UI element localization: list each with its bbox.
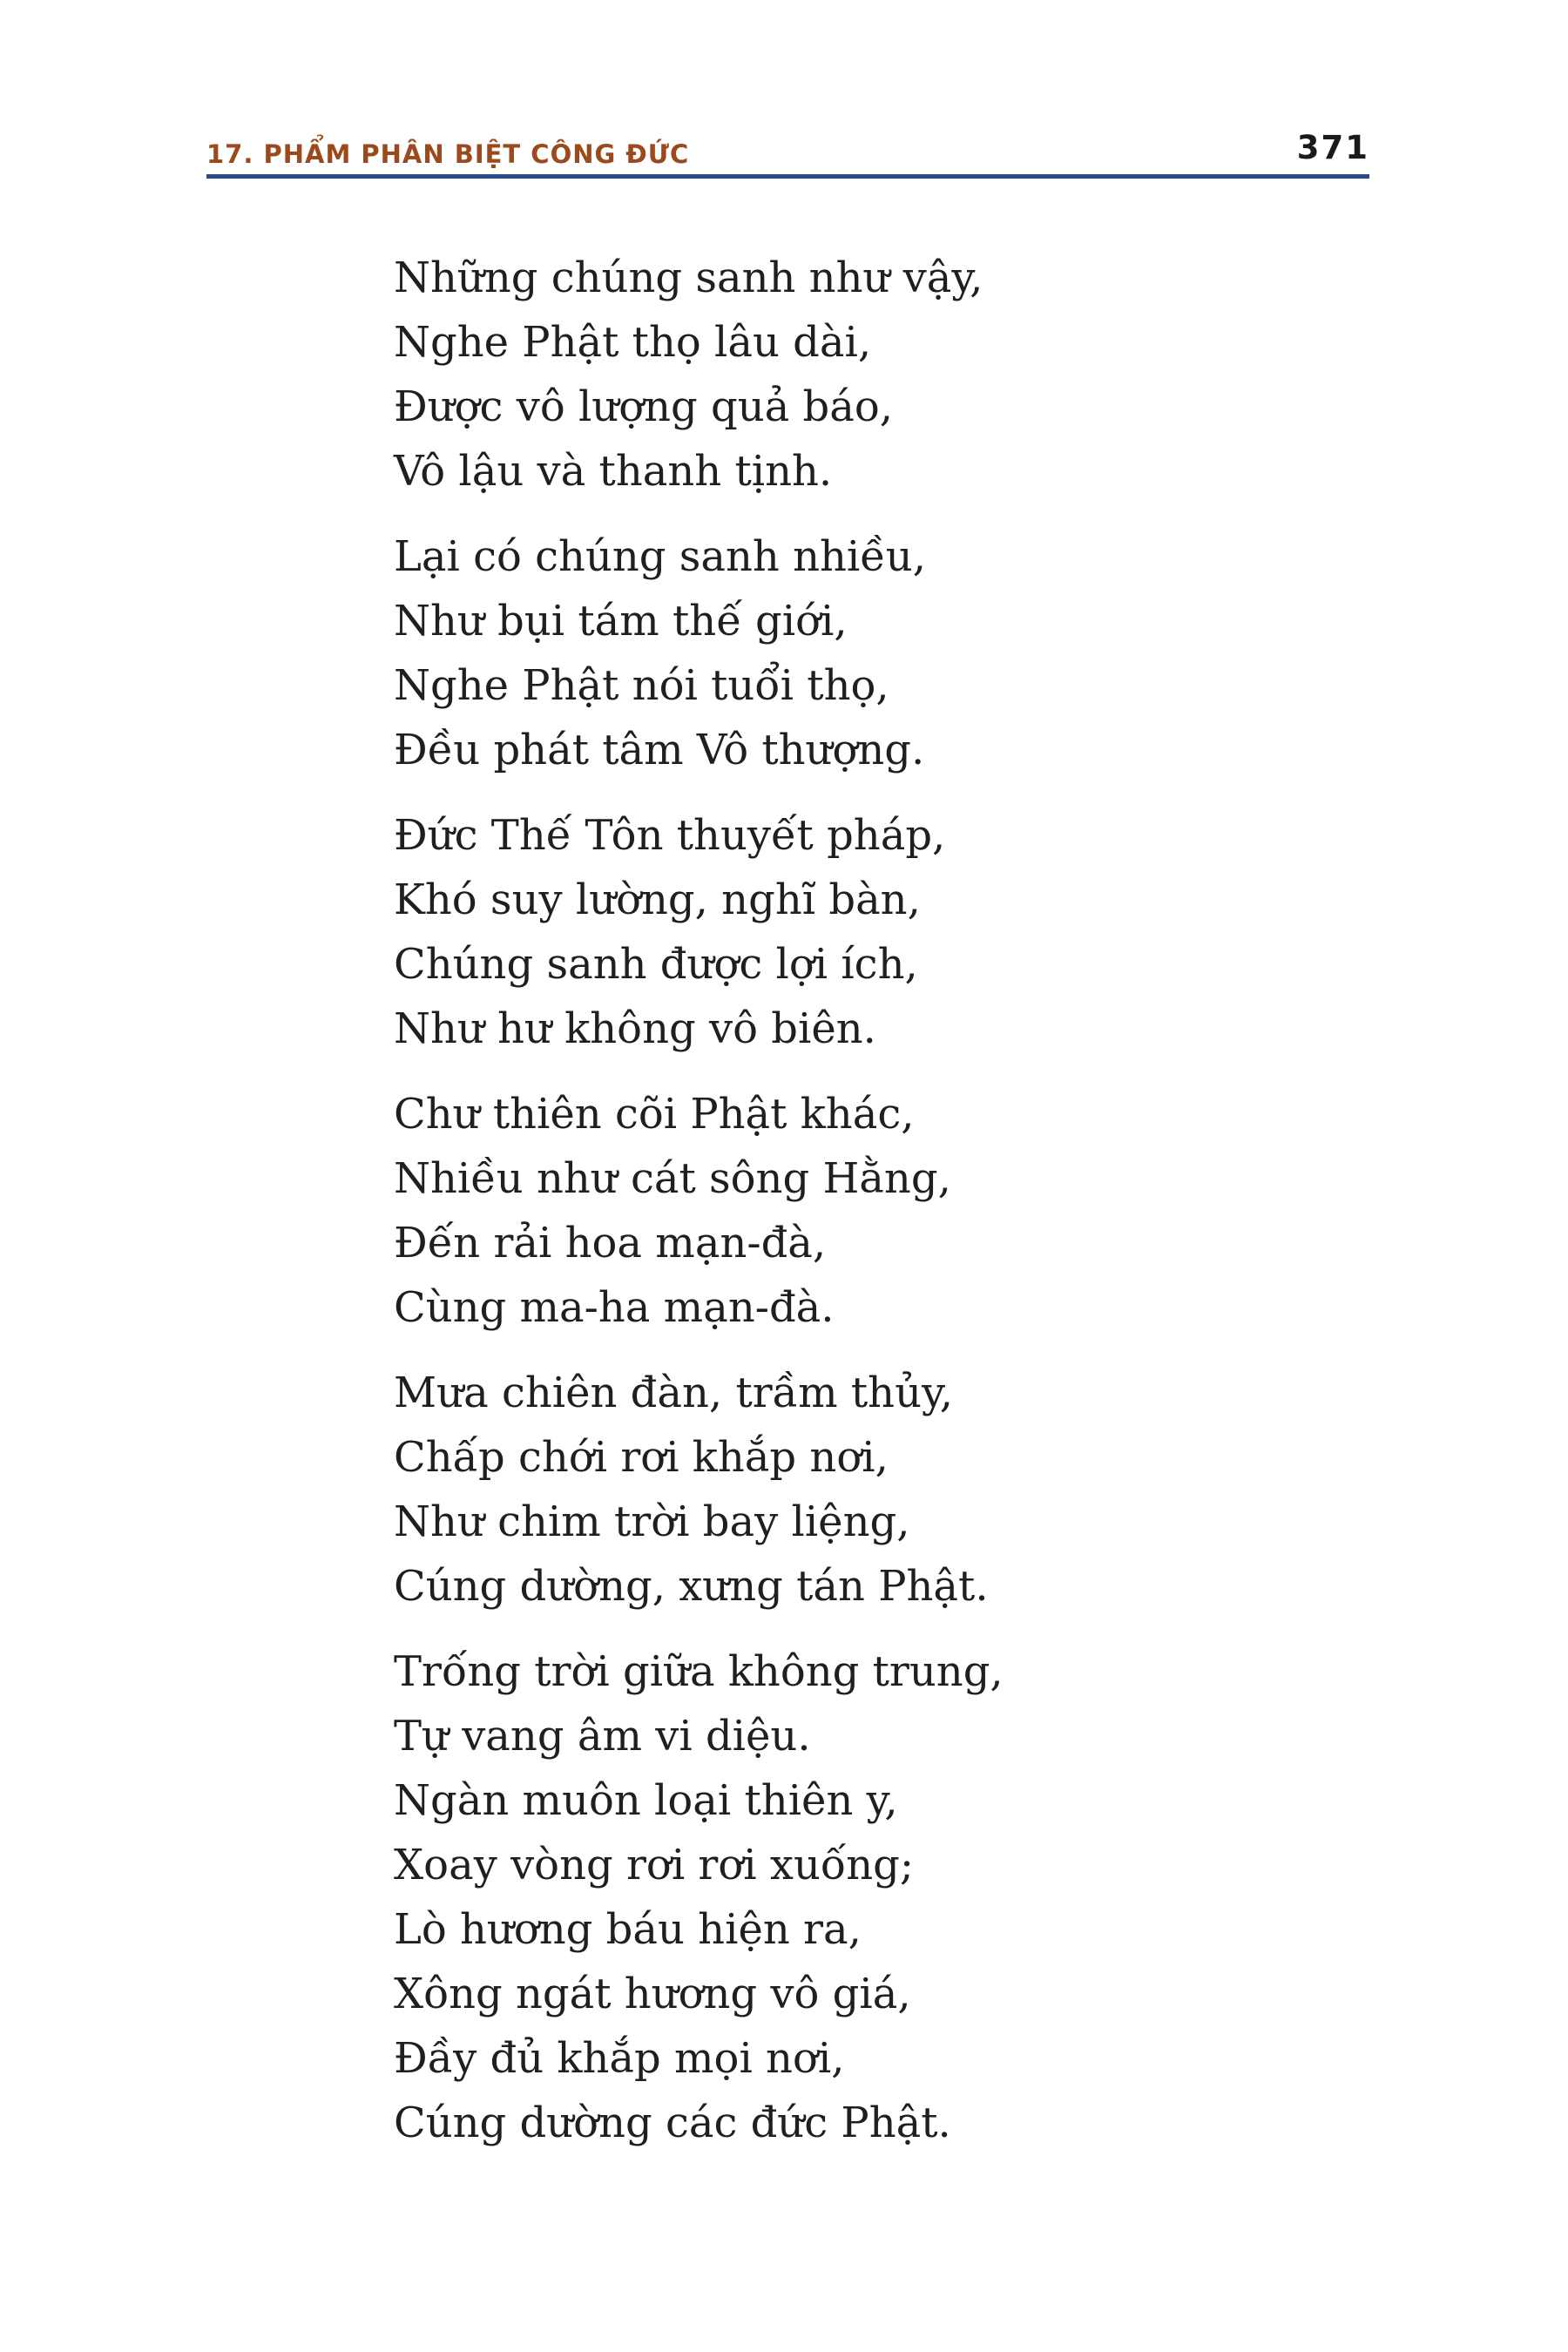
verse-line: Lò hương báu hiện ra, bbox=[394, 1905, 862, 1954]
verse-line: Như hư không vô biên. bbox=[394, 1004, 876, 1053]
verse-line: Tự vang âm vi diệu. bbox=[394, 1712, 811, 1761]
chapter-title: 17. PHẨM PHÂN BIỆT CÔNG ĐỨC bbox=[206, 139, 690, 169]
verse-line: Xoay vòng rơi rơi xuống; bbox=[394, 1841, 915, 1889]
stanza bbox=[394, 1361, 1352, 1619]
verse-line: Lại có chúng sanh nhiều, bbox=[394, 532, 926, 581]
verse-line: Trống trời giữa không trung, bbox=[394, 1647, 1004, 1696]
verse-line: Cúng dường, xưng tán Phật. bbox=[394, 1562, 989, 1611]
running-header bbox=[206, 129, 1369, 179]
verse-line: Ngàn muôn loại thiên y, bbox=[394, 1776, 898, 1825]
verse-line: Mưa chiên đàn, trầm thủy, bbox=[394, 1369, 953, 1417]
verse-line: Nghe Phật nói tuổi thọ, bbox=[394, 661, 889, 710]
verse-line: Cúng dường các đức Phật. bbox=[394, 2099, 951, 2147]
verse-line: Nghe Phật thọ lâu dài, bbox=[394, 318, 872, 367]
verse-line: Cùng ma-ha mạn-đà. bbox=[394, 1283, 835, 1332]
verse-line: Chư thiên cõi Phật khác, bbox=[394, 1090, 915, 1139]
verse-line: Đến rải hoa mạn-đà, bbox=[394, 1219, 827, 1267]
verse-line: Đều phát tâm Vô thượng. bbox=[394, 726, 925, 774]
verse-line: Vô lậu và thanh tịnh. bbox=[394, 447, 833, 496]
stanza bbox=[394, 1639, 1352, 2155]
verse-line: Như chim trời bay liệng, bbox=[394, 1497, 910, 1546]
stanza bbox=[394, 803, 1352, 1061]
verse-line: Những chúng sanh như vậy, bbox=[394, 253, 983, 302]
verse-line: Chúng sanh được lợi ích, bbox=[394, 940, 918, 989]
verse-line: Xông ngát hương vô giá, bbox=[394, 1970, 911, 2018]
page-number: 371 bbox=[1296, 129, 1369, 166]
stanza bbox=[394, 524, 1352, 782]
verse-line: Nhiều như cát sông Hằng, bbox=[394, 1154, 951, 1203]
verse-line: Đức Thế Tôn thuyết pháp, bbox=[394, 811, 946, 860]
stanza bbox=[394, 246, 1352, 504]
verse-line: Chấp chới rơi khắp nơi, bbox=[394, 1433, 889, 1482]
verse-line: Đầy đủ khắp mọi nơi, bbox=[394, 2034, 845, 2083]
header-rule bbox=[206, 174, 1369, 179]
poem-body bbox=[394, 246, 1352, 2176]
verse-line: Được vô lượng quả báo, bbox=[394, 382, 894, 431]
verse-line: Khó suy lường, nghĩ bàn, bbox=[394, 875, 921, 924]
stanza bbox=[394, 1082, 1352, 1340]
verse-line: Như bụi tám thế giới, bbox=[394, 597, 848, 645]
